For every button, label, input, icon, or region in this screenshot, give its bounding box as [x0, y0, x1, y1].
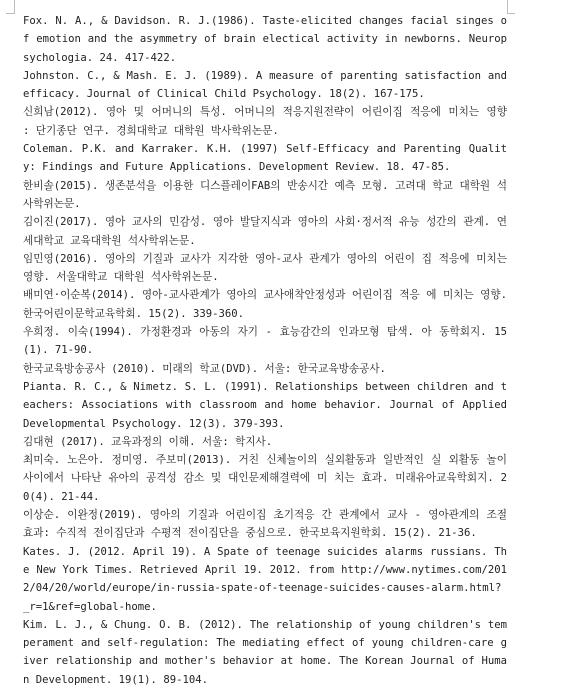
reference-entry: 우희정. 이숙(1994). 가정환경과 아동의 자기 - 효능감간의 인과모형 탐색. 아 동학회지. 15(1). 71-90.: [23, 326, 507, 357]
reference-entry: 한국교육방송공사 (2010). 미래의 학교(DVD). 서울: 한국교육방송공사.: [23, 362, 386, 375]
reference-entry: Kim. L. J., & Chung. O. B. (2012). The relationship of young children's temperament and self-regulation: The mediating effect of young children-care giver relationship and mother's behavior at home. The Korean Journal of Human Development. 19(1). 89-104.: [23, 618, 507, 686]
reference-entry: 김대현 (2017). 교육과정의 이해. 서울: 학지사.: [23, 435, 273, 448]
reference-entry: Fox. N. A., & Davidson. R. J.(1986). Taste-elicited changes facial singes of emotion and the asymmetry of brain electical activity in newborns. Neuropsychologia. 24. 417-422.: [23, 15, 507, 64]
page-corner-mark-left: [14, 0, 15, 14]
reference-entry: Johnston. C., & Mash. E. J. (1989). A measure of parenting satisfaction and efficacy. Journal of Clinical Child Psychology. 18(2). 167-175.: [23, 69, 507, 101]
reference-entry: Kates. J. (2012. April 19). A Spate of teenage suicides alarms russians. The New York Times. Retrieved April 19. 2012. from http://www.nytimes.com/2012/04/20/world/europe/in-russia-spate-of-teenage-suicides-causes-alarm.html?_r=1&ref=global-home.: [23, 545, 507, 613]
reference-list: [23, 12, 507, 689]
reference-entry: 이상순. 이완정(2019). 영아의 기질과 어린이집 초기적응 간 관계에서 교사 - 영아관계의 조절효과: 수직적 전이집단과 수평적 전이집단을 중심으로. 한국보육지원학회. 15(2). 21-36.: [23, 509, 507, 540]
reference-entry: Coleman. P.K. and Karraker. K.H. (1997) Self-Efficacy and Parenting Quality: Findings and Future Applications. Development Review. 18. 47-85.: [23, 143, 507, 174]
reference-entry: 한비솔(2015). 생존분석을 이용한 디스플레이FAB의 반송시간 예측 모형. 고려대 학교 대학원 석사학위논문.: [23, 179, 507, 210]
page-corner-mark-right: [507, 0, 508, 14]
reference-entry: Pianta. R. C., & Nimetz. S. L. (1991). Relationships between children and teachers: Associations with classroom and home behavior. Journal of Applied Developmental Psychology. 12(3). 379-393.: [23, 380, 507, 430]
page-corner-mark-left-horizontal: [6, 13, 14, 14]
page-corner-mark-right-horizontal: [507, 13, 515, 14]
reference-entry: 김이진(2017). 영아 교사의 민감성. 영아 발달지식과 영아의 사회·정서적 유능 성간의 관계. 연세대학교 교육대학원 석사학위논문.: [23, 216, 507, 247]
reference-entry: 임민영(2016). 영아의 기질과 교사가 지각한 영아-교사 관계가 영아의 어린이 집 적응에 미치는 영향. 서울대학교 대학원 석사학위논문.: [23, 252, 507, 284]
reference-entry: 최미숙. 노은아. 정미영. 주보미(2013). 거친 신체놀이의 실외활동과 일반적인 실 외활동 놀이 사이에서 나타난 유아의 공격성 감소 및 대인문제해결력에 미 치는 효과. 미래유아교육학회지. 20(4). 21-44.: [23, 454, 507, 503]
reference-entry: 신희남(2012). 영아 및 어머니의 특성. 어머니의 적응지원전략이 어린이집 적응에 미치는 영향 : 단기종단 연구. 경희대학교 대학원 박사학위논문.: [23, 106, 507, 137]
reference-entry: 배미연·이순복(2014). 영아-교사관계가 영아의 교사애착안정성과 어린이집 적응 에 미치는 영향. 한국어린이문학교육학회. 15(2). 339-360.: [23, 289, 507, 320]
